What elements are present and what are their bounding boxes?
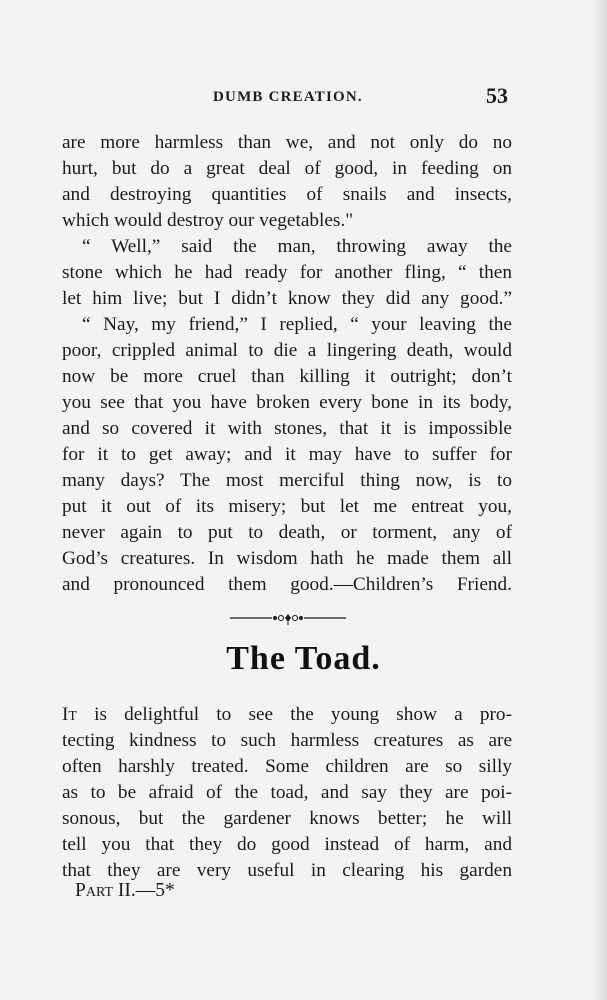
body-line: God’s creatures. In wisdom hath he made them all [62, 548, 512, 569]
body-line: poor, crippled animal to die a lingering death, would [62, 340, 512, 361]
body-line: which would destroy our vegetables." [62, 210, 354, 231]
section-line-text: is delightful to see the young show a pro- [76, 704, 512, 725]
section-first-line [62, 702, 512, 728]
page-edge-shadow [593, 0, 607, 1000]
page-number: 53 [486, 83, 508, 108]
body-line: you see that you have broken every bone in its body, [62, 392, 512, 413]
body-line: for it to get away; and it may have to suffer for [62, 444, 512, 465]
body-line: let him live; but I didn’t know they did any good.” [62, 288, 512, 309]
section-line: tell you that they do good instead of harm, and [62, 834, 512, 855]
section-line: sonous, but the gardener knows better; he will [62, 808, 512, 829]
body-line: hurt, but do a great deal of good, in feeding on [62, 158, 512, 179]
section-line: that they are very useful in clearing his garden [62, 860, 512, 881]
body-line: are more harmless than we, and not only do no [62, 132, 512, 153]
body-line: now be more cruel than killing it outright; don’t [62, 366, 512, 387]
body-line: never again to put to death, or torment, any of [62, 522, 512, 543]
section-divider-ornament [230, 610, 346, 626]
body-line: put it out of its misery; but let me entreat you, [62, 496, 512, 517]
signature-mark: Part II.—5* [75, 880, 175, 901]
body-line: “ Well,” said the man, throwing away the [82, 236, 512, 257]
body-line: many days? The most merciful thing now, is to [62, 470, 512, 491]
running-title: DUMB CREATION. [213, 89, 363, 105]
drop-word: It [62, 704, 77, 725]
body-line: and so covered it with stones, that it is impossible [62, 418, 512, 439]
section-line: as to be afraid of the toad, and say they are poi- [62, 782, 512, 803]
body-line: and pronounced them good.—Children’s Friend. [62, 574, 512, 595]
body-line: stone which he had ready for another fling, “ then [62, 262, 512, 283]
body-line: “ Nay, my friend,” I replied, “ your leaving the [82, 314, 512, 335]
section-heading: The Toad. [226, 640, 381, 677]
body-line: and destroying quantities of snails and insects, [62, 184, 512, 205]
section-line: often harshly treated. Some children are so silly [62, 756, 512, 777]
section-line: tecting kindness to such harmless creatures as are [62, 730, 512, 751]
